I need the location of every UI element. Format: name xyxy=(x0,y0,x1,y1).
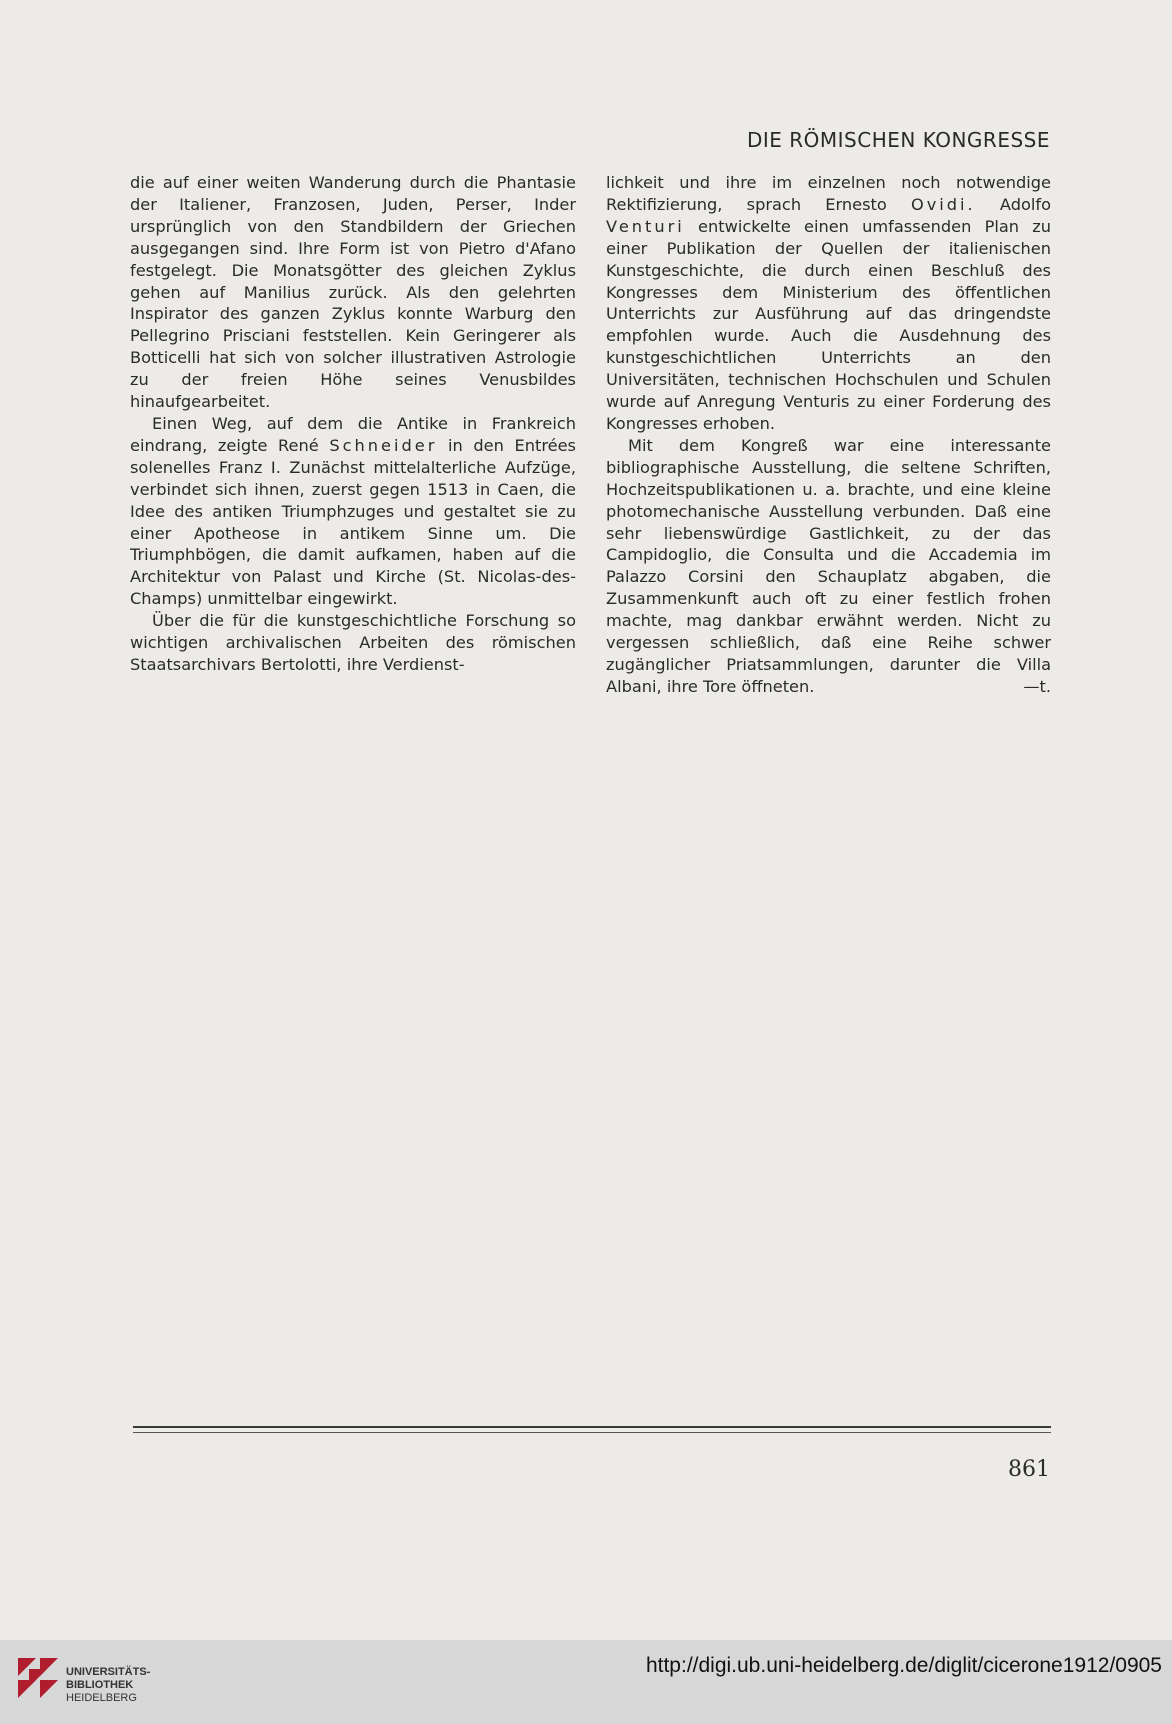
left-column xyxy=(130,172,576,676)
library-line: HEIDELBERG xyxy=(66,1692,137,1704)
text-run: Adolfo xyxy=(999,194,1051,214)
library-name xyxy=(66,1666,150,1705)
library-line: BIBLIOTHEK xyxy=(66,1679,134,1691)
running-header: DIE RÖMISCHEN KONGRESSE xyxy=(746,128,1050,152)
paragraph: die auf einer weiten Wanderung durch die Phantasie der Italiener, Franzosen, Juden, Perser, Inder ursprünglich von den Standbildern der Griechen ausgegangen sind. Ihre Form ist von Pietro d'Afano festgelegt. Die Monatsgötter des gleichen Zyklus gehen auf Manilius zurück. Als den gelehrten Inspirator des ganzen Zyklus konnte Warburg den Pellegrino Prisciani feststellen. Kein Geringerer als Botticelli hat sich von solcher illustrativen Astrologie zu der freien Höhe seines Venusbildes hinaufgearbeitet. xyxy=(130,173,576,412)
paragraph: Über die für die kunstgeschichtliche Forschung so wichtigen archivalischen Arbeiten des römischen Staatsarchivars Bertolotti, ihre Verdienst- xyxy=(130,611,576,674)
right-column xyxy=(606,172,1051,698)
library-line: UNIVERSITÄTS- xyxy=(66,1666,151,1678)
signature: —t. xyxy=(1023,676,1051,696)
source-url-link[interactable]: http://digi.ub.uni-heidelberg.de/diglit/cicerone1912/0905 xyxy=(645,1654,1162,1677)
text-run: entwickelte einen umfassenden Plan zu einer Publikation der Quellen der italienischen Kunstgeschichte, die durch einen Beschluß des Kongresses dem Ministerium des öffentlichen Unterrichts zur Ausführung auf das dringendste empfohlen wurde. Auch die Ausdehnung des kunstgeschichtlichen Unterrichts an den Universitäten, technischen Hochschulen und Schulen wurde auf Anregung Venturis zu einer Forderung des Kongresses erhoben. xyxy=(606,216,1051,433)
footer-rule xyxy=(133,1426,1051,1428)
text-run: Mit dem Kongreß war eine interessante bibliographische Ausstellung, die seltene Schriften, Hochzeitspublikationen u. a. brachte, und eine kleine photomechanische Ausstellung verbunden. Daß eine sehr liebenswürdige Gastlichkeit, zu der das Campidoglio, die Consulta und die Accademia im Palazzo Corsini den Schauplatz abgaben, die Zusammenkunft auch oft zu einer festlich frohen machte, mag dankbar erwähnt werden. Nicht zu vergessen schließlich, daß eine Reihe schwer zugänglicher Priatsammlungen, darunter die Villa Albani, ihre Tore öffneten. xyxy=(606,435,1051,696)
text-run: lichkeit und ihre im einzelnen noch notwendige Rektifizierung, sprach Ernesto xyxy=(606,173,1051,214)
text-run: in den Entrées solenelles Franz I. Zunächst mittelalterliche Aufzüge, verbindet sich ihnen, zuerst gegen 1513 in Caen, die Idee des antiken Triumphzuges und gestaltet sie zu einer Apotheose in antikem Sinne um. Die Triumphbögen, die damit aufkamen, haben auf die Architektur von Palast und Kirche (St. Nicolas-des-Champs) unmittelbar eingewirkt. xyxy=(130,435,576,609)
paragraph xyxy=(606,435,1051,698)
author-name: Ovidi. xyxy=(910,194,976,214)
author-name: Schneider xyxy=(329,435,438,455)
text-run: Einen Weg, auf dem die Antike in Frankreich eindrang, zeigte René xyxy=(130,413,576,455)
author-name: Venturi xyxy=(606,216,685,236)
footer-rule-thin xyxy=(133,1432,1051,1433)
paragraph xyxy=(130,413,576,610)
library-logo-icon xyxy=(14,1654,64,1704)
library-footer xyxy=(0,1640,1172,1724)
paragraph xyxy=(606,172,1051,435)
page-number: 861 xyxy=(1008,1457,1050,1482)
